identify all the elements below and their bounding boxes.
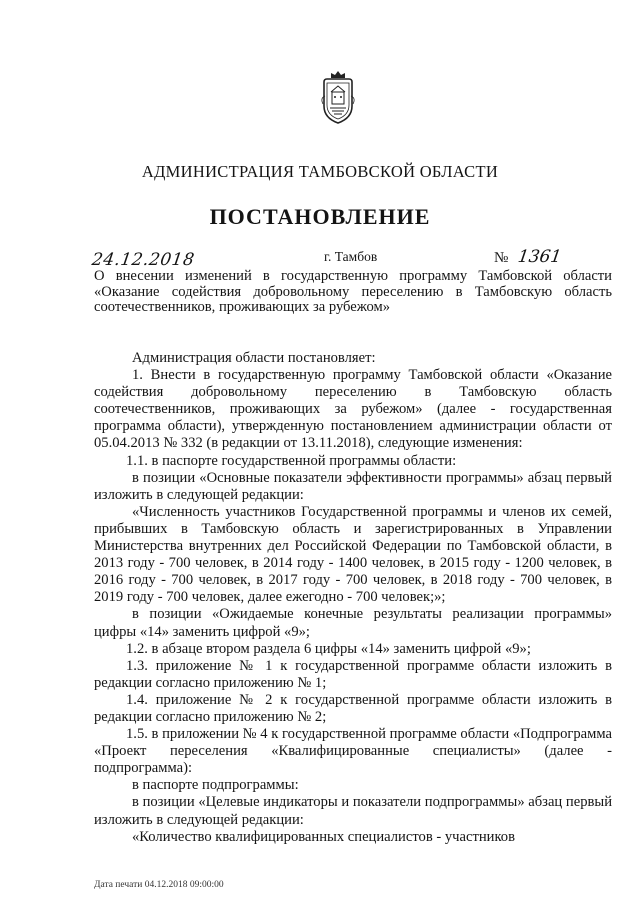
handwritten-number: 1361 [516, 247, 563, 267]
body-paragraph: в паспорте подпрограммы: [132, 777, 299, 794]
body-paragraph: 1. Внести в государственную программу Тамбовской области «Оказание содействия добровольному переселению в Тамбовскую область соотечественников, проживающих за рубежом» (далее - государственная программа области), утвержденную постановлением администрации области от 05.04.2013 № 332 (в редакции от 13.11.2018), следующие изменения: [94, 367, 612, 452]
body-paragraph: 1.4. приложение № 2 к государственной программе области изложить в редакции согласно приложению № 2; [94, 691, 612, 725]
body-paragraph: 1.2. в абзаце втором раздела 6 цифры «14» заменить цифрой «9»; [126, 640, 531, 657]
city-label: г. Тамбов [324, 249, 378, 264]
document-subject: О внесении изменений в государственную программу Тамбовской области «Оказание содействия добровольному переселению в Тамбовскую область соотечественников, проживающих за рубежом» [94, 268, 612, 315]
body-paragraph: в позиции «Целевые индикаторы и показатели подпрограммы» абзац первый изложить в следующей редакции: [94, 794, 612, 828]
body-paragraph: «Численность участников Государственной программы и членов их семей, прибывших в Тамбовскую область и зарегистрированных в Управлении Министерства внутренних дел Российской Федерации по Тамбовской области, в 2013 году - 700 человек, в 2014 году - 1400 человек, в 2015 году - 1200 человек, в 2016 году - 700 человек, в 2017 году - 700 человек, в 2018 году - 700 человек, в 2019 году - 700 человек, далее ежегодно - 700 человек;»; [94, 503, 612, 606]
body-paragraph: «Количество квалифицированных специалистов - участников [132, 828, 515, 845]
agency-title: АДМИНИСТРАЦИЯ ТАМБОВСКОЙ ОБЛАСТИ [141, 162, 499, 181]
coat-of-arms-icon [318, 68, 358, 126]
document-body [94, 350, 612, 846]
body-paragraph: 1.3. приложение № 1 к государственной программе области изложить в редакции согласно приложению № 1; [94, 657, 612, 691]
body-paragraph: в позиции «Ожидаемые конечные результаты реализации программы» цифры «14» заменить цифрой «9»; [94, 606, 612, 640]
body-paragraph: 1.1. в паспорте государственной программы области: [126, 452, 457, 469]
print-date-footer: Дата печати 04.12.2018 09:00:00 [94, 880, 224, 890]
body-paragraph: 1.5. в приложении № 4 к государственной программе области «Подпрограмма «Проект переселения «Квалифицированные специалисты» (далее - подпрограмма): [94, 726, 612, 777]
number-label: № [494, 250, 509, 266]
document-type-title: ПОСТАНОВЛЕНИЕ [209, 204, 431, 229]
body-paragraph: Администрация области постановляет: [132, 350, 376, 366]
body-paragraph: в позиции «Основные показатели эффективности программы» абзац первый изложить в следующей редакции: [94, 469, 612, 503]
document-number [494, 247, 562, 267]
handwritten-date: 24.12.2018 [90, 250, 196, 270]
